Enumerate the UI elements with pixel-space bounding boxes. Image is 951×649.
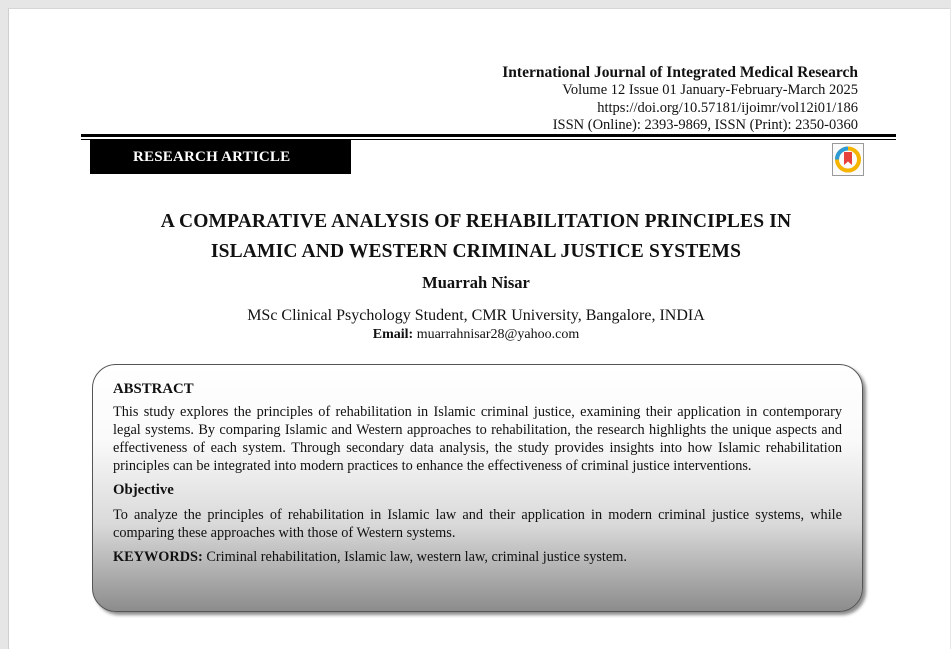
journal-volume: Volume 12 Issue 01 January-February-March 2025 bbox=[562, 82, 858, 98]
email-label: Email: bbox=[372, 327, 414, 342]
author-name: Muarrah Nisar bbox=[422, 273, 530, 292]
title-line-1: A COMPARATIVE ANALYSIS OF REHABILITATION PRINCIPLES IN bbox=[160, 211, 792, 232]
journal-name: International Journal of Integrated Medical Research bbox=[502, 64, 858, 81]
keywords-text: Criminal rehabilitation, Islamic law, western law, criminal justice system. bbox=[206, 549, 627, 565]
crossmark-badge[interactable] bbox=[832, 143, 864, 176]
header-rule-thick bbox=[81, 134, 896, 137]
email-address[interactable]: muarrahnisar28@yahoo.com bbox=[416, 327, 580, 342]
crossmark-icon bbox=[833, 144, 863, 175]
title-line-2: ISLAMIC AND WESTERN CRIMINAL JUSTICE SYSTEMS bbox=[210, 240, 742, 262]
abstract-body: This study explores the principles of rehabilitation in Islamic criminal justice, examining their application in contemporary legal systems. By comparing Islamic and Western approaches to rehabilitation, the research highlights the unique aspects and effectiveness of each system. Through secondary data analysis, the study provides insights into how Islamic rehabilitation principles can be integrated into modern practices to enhance the effectiveness of criminal justice interventions. bbox=[113, 404, 842, 474]
keywords-label: KEYWORDS: bbox=[113, 549, 203, 565]
journal-header bbox=[502, 64, 858, 135]
abstract-heading: ABSTRACT bbox=[113, 381, 194, 397]
author-affiliation: MSc Clinical Psychology Student, CMR University, Bangalore, INDIA bbox=[247, 307, 705, 324]
keywords-line bbox=[113, 548, 842, 566]
article-type-label: RESEARCH ARTICLE bbox=[133, 148, 291, 165]
objective-body: To analyze the principles of rehabilitation in Islamic law and their application in modern criminal justice systems, while comparing these approaches with those of Western systems. bbox=[113, 507, 842, 541]
document-page bbox=[8, 8, 950, 649]
author-email-line bbox=[69, 327, 883, 343]
journal-doi[interactable]: https://doi.org/10.57181/ijoimr/vol12i01/186 bbox=[597, 99, 858, 116]
objective-heading: Objective bbox=[113, 482, 174, 498]
article-title bbox=[69, 207, 883, 266]
article-type-banner bbox=[90, 140, 351, 174]
journal-issn: ISSN (Online): 2393-9869, ISSN (Print): 2350-0360 bbox=[552, 117, 858, 133]
abstract-box bbox=[92, 364, 863, 612]
